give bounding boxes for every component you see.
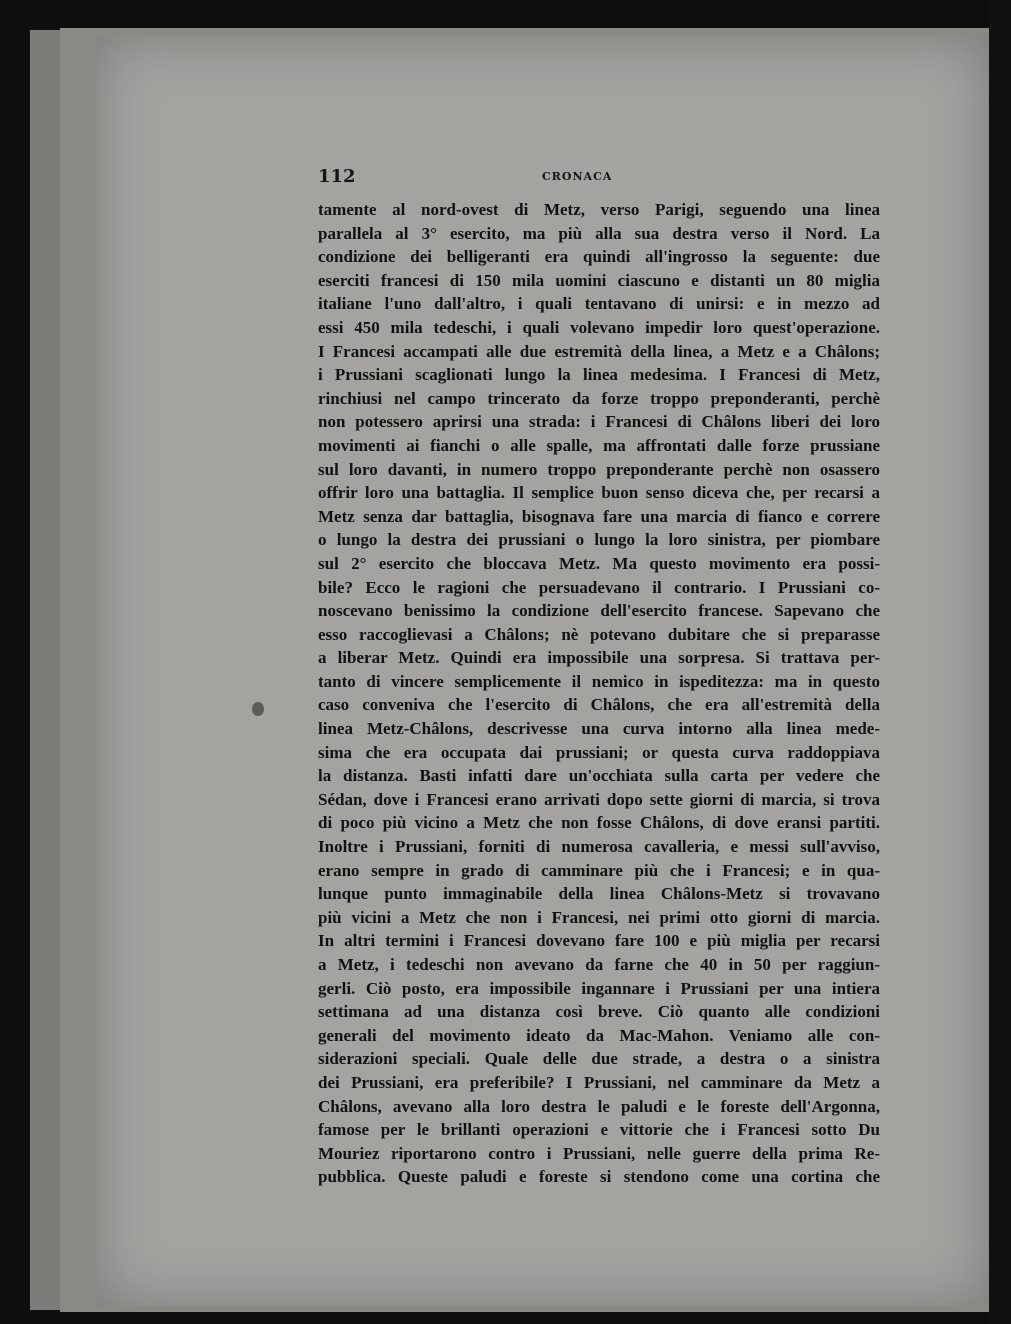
text-line: In altri termini i Francesi dovevano fare 100 e più miglia per recarsi (318, 931, 880, 951)
page-blemish (252, 702, 264, 716)
text-line: generali del movimento ideato da Mac-Mahon. Veniamo alle con- (318, 1025, 880, 1045)
text-line: siderazioni speciali. Quale delle due strade, a destra o a sinistra (318, 1049, 880, 1069)
text-line: o lungo la destra dei prussiani o lungo la loro sinistra, per piombare (318, 530, 880, 550)
text-line: sima che era occupata dai prussiani; or questa curva raddoppiava (318, 742, 880, 762)
text-line: rinchiusi nel campo trincerato da forze troppo preponderanti, perchè (318, 388, 880, 408)
text-line: esso raccoglievasi a Châlons; nè potevano dubitare che si preparasse (318, 624, 880, 644)
text-line: condizione dei belligeranti era quindi all'ingrosso la seguente: due (318, 247, 880, 267)
text-line: non potessero aprirsi una strada: i Francesi di Châlons liberi dei loro (318, 412, 880, 432)
text-line: pubblica. Queste paludi e foreste si stendono come una cortina che (318, 1167, 880, 1187)
running-head: CRONACA (542, 170, 613, 183)
text-line: tamente al nord-ovest di Metz, verso Parigi, seguendo una linea (318, 200, 880, 219)
text-line: a liberar Metz. Quindi era impossibile una sorpresa. Si trattava per- (318, 648, 880, 668)
text-line: italiane l'uno dall'altro, i quali tentavano di unirsi: e in mezzo ad (318, 294, 880, 314)
text-line: più vicini a Metz che non i Francesi, nei primi otto giorni di marcia. (318, 907, 880, 927)
text-line: linea Metz-Châlons, descrivesse una curva intorno alla linea mede- (318, 719, 880, 739)
body-text (318, 198, 880, 1189)
text-line: caso conveniva che l'esercito di Châlons, che era all'estremità della (318, 695, 880, 715)
text-line: a Metz, i tedeschi non avevano da farne che 40 in 50 per raggiun- (318, 955, 880, 974)
text-line: Metz senza dar battaglia, bisognava fare una marcia di fianco e correre (318, 506, 880, 526)
text-line: famose per le brillanti operazioni e vittorie che i Francesi sotto Du (318, 1120, 880, 1140)
text-line: settimana ad una distanza così breve. Ciò quanto alle condizioni (318, 1002, 880, 1022)
scan-border (989, 0, 1011, 1324)
text-line: la distanza. Basti infatti dare un'occhiata sulla carta per vedere che (318, 766, 880, 786)
text-line: sul 2° esercito che bloccava Metz. Ma questo movimento era possi- (318, 553, 880, 573)
page-header (318, 166, 880, 190)
text-line: Châlons, avevano alla loro destra le paludi e le foreste dell'Argonna, (318, 1096, 880, 1116)
page-number: 112 (318, 166, 356, 187)
text-line: Inoltre i Prussiani, forniti di numerosa cavalleria, e messi sull'avviso, (318, 837, 880, 857)
text-line: I Francesi accampati alle due estremità della linea, a Metz e a Châlons; (318, 341, 880, 361)
text-line: Mouriez riportarono contro i Prussiani, nelle guerre della prima Re- (318, 1143, 880, 1163)
text-line: bile? Ecco le ragioni che persuadevano il contrario. I Prussiani co- (318, 577, 880, 597)
text-line: dei Prussiani, era preferibile? I Prussiani, nel camminare da Metz a (318, 1072, 880, 1092)
text-line: sul loro davanti, in numero troppo preponderante perchè non osassero (318, 459, 880, 479)
text-line: i Prussiani scaglionati lungo la linea medesima. I Francesi di Metz, (318, 365, 880, 385)
text-line: gerli. Ciò posto, era impossibile ingannare i Prussiani per una intiera (318, 978, 880, 998)
text-line: di poco più vicino a Metz che non fosse Châlons, di dove eransi partiti. (318, 813, 880, 833)
text-line: eserciti francesi di 150 mila uomini ciascuno e distanti un 80 miglia (318, 270, 880, 290)
text-line: erano sempre in grado di camminare più che i Francesi; e in qua- (318, 860, 880, 880)
text-line: movimenti ai fianchi o alle spalle, ma affrontati dalle forze prussiane (318, 435, 880, 455)
text-line: parallela al 3° esercito, ma più alla sua destra verso il Nord. La (318, 223, 880, 243)
text-line: essi 450 mila tedeschi, i quali volevano impedir loro quest'operazione. (318, 317, 880, 337)
text-line: noscevano benissimo la condizione dell'esercito francese. Sapevano che (318, 601, 880, 621)
text-line: tanto di vincere semplicemente il nemico in ispeditezza: ma in questo (318, 671, 880, 691)
text-line: Sédan, dove i Francesi erano arrivati dopo sette giorni di marcia, si trova (318, 789, 880, 809)
text-line: offrir loro una battaglia. Il semplice buon senso diceva che, per recarsi a (318, 483, 880, 503)
text-line: lunque punto immaginabile della linea Châlons-Metz si trovavano (318, 884, 880, 904)
